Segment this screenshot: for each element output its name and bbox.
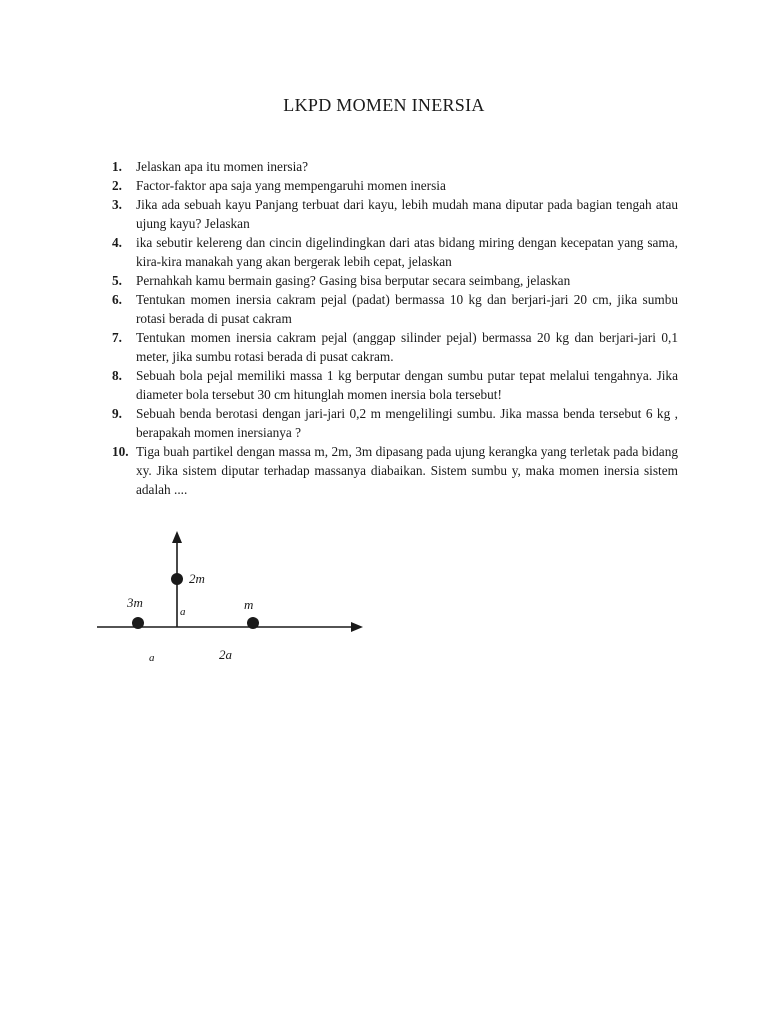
particle-diagram-svg	[95, 527, 370, 672]
x-axis-arrowhead	[351, 622, 363, 632]
question-text: Factor-faktor apa saja yang mempengaruhi momen inersia	[136, 178, 446, 193]
question-item	[112, 366, 678, 404]
question-number: 5.	[112, 273, 122, 288]
question-item	[112, 233, 678, 271]
label-distance-right: 2a	[219, 647, 232, 662]
question-number: 10.	[112, 444, 129, 459]
question-number: 3.	[112, 197, 122, 212]
question-text: Sebuah bola pejal memiliki massa 1 kg berputar dengan sumbu putar tepat melalui tengahnya. Jika diameter bola tersebut 30 cm hitunglah momen inersia bola tersebut!	[136, 368, 678, 402]
question-text: Sebuah benda berotasi dengan jari-jari 0,2 m mengelilingi sumbu. Jika massa benda tersebut 6 kg , berapakah momen inersianya ?	[136, 406, 678, 440]
question-list	[112, 157, 678, 499]
question-text: Tiga buah partikel dengan massa m, 2m, 3m dipasang pada ujung kerangka yang terletak pada bidang xy. Jika sistem diputar terhadap massanya diabaikan. Sistem sumbu y, maka momen inersia sistem adalah ....	[136, 444, 678, 497]
label-3m: 3m	[127, 595, 143, 610]
question-text: Tentukan momen inersia cakram pejal (padat) bermassa 10 kg dan berjari-jari 20 cm, jika sumbu rotasi berada di pusat cakram	[136, 292, 678, 326]
question-item	[112, 404, 678, 442]
label-distance-vertical: a	[180, 606, 186, 618]
question-item	[112, 176, 678, 195]
label-2m: 2m	[189, 571, 205, 586]
question-item	[112, 157, 678, 176]
question-number: 8.	[112, 368, 122, 383]
question-item	[112, 442, 678, 499]
label-distance-left: a	[149, 652, 155, 664]
y-axis-arrowhead	[172, 531, 182, 543]
question-text: Jika ada sebuah kayu Panjang terbuat dari kayu, lebih mudah mana diputar pada bagian tengah atau ujung kayu? Jelaskan	[136, 197, 678, 231]
question-number: 2.	[112, 178, 122, 193]
question-number: 1.	[112, 159, 122, 174]
mass-2m-dot	[171, 573, 183, 585]
label-m: m	[244, 597, 254, 612]
mass-3m-dot	[132, 617, 144, 629]
question-number: 9.	[112, 406, 122, 421]
question-text: Tentukan momen inersia cakram pejal (anggap silinder pejal) bermassa 20 kg dan berjari-jari 0,1 meter, jika sumbu rotasi berada di pusat cakram.	[136, 330, 678, 364]
particle-diagram	[95, 527, 370, 672]
question-number: 7.	[112, 330, 122, 345]
question-item	[112, 328, 678, 366]
question-number: 6.	[112, 292, 122, 307]
document-title: LKPD MOMEN INERSIA	[283, 95, 485, 115]
question-text: ika sebutir kelereng dan cincin digelindingkan dari atas bidang miring dengan kecepatan yang sama, kira-kira manakah yang akan bergerak lebih cepat, jelaskan	[136, 235, 678, 269]
question-item	[112, 290, 678, 328]
question-number: 4.	[112, 235, 122, 250]
mass-m-dot	[247, 617, 259, 629]
question-text: Pernahkah kamu bermain gasing? Gasing bisa berputar secara seimbang, jelaskan	[136, 273, 571, 288]
question-item	[112, 195, 678, 233]
question-item	[112, 271, 678, 290]
question-text: Jelaskan apa itu momen inersia?	[136, 159, 309, 174]
